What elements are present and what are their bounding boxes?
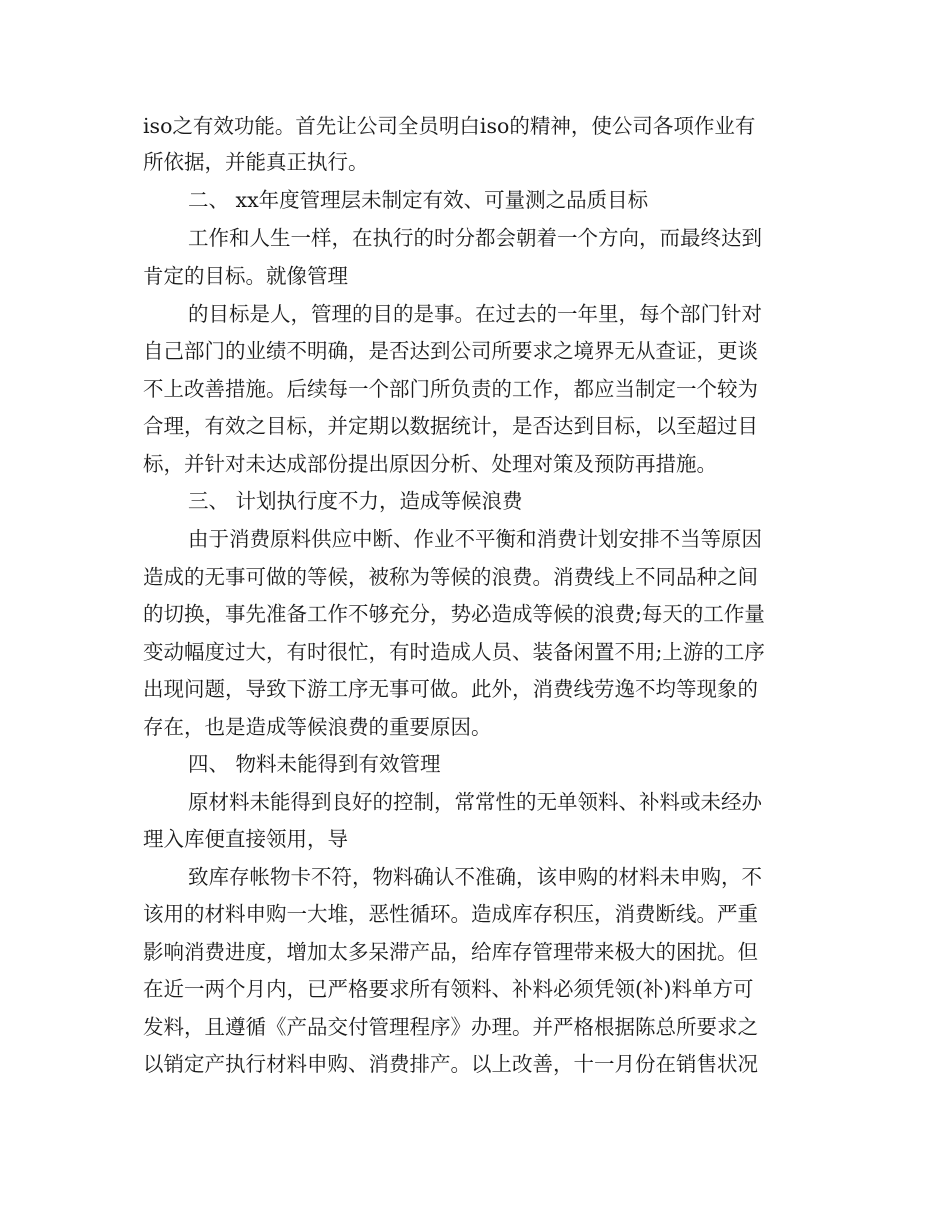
body-line: 自己部门的业绩不明确，是否达到公司所要求之境界无从查证，更谈 (143, 339, 758, 363)
body-line: iso之有效功能。首先让公司全员明白iso的精神，使公司各项作业有 (143, 114, 756, 138)
body-line: 合理，有效之目标，并定期以数据统计，是否达到目标，以至超过目 (143, 414, 758, 438)
section-heading-4: 四、 物料未能得到有效管理 (188, 752, 441, 776)
body-line: 存在，也是造成等候浪费的重要原因。 (143, 715, 492, 739)
paragraph-first-line: 的目标是人，管理的目的是事。在过去的一年里，每个部门针对 (188, 302, 762, 326)
body-line: 出现问题，导致下游工序无事可做。此外，消费线劳逸不均等现象的 (143, 677, 758, 701)
section-heading-2: 二、 xx年度管理层未制定有效、可量测之品质目标 (188, 188, 649, 212)
paragraph-first-line: 致库存帐物卡不符，物料确认不准确，该申购的材料未申购，不 (188, 865, 762, 889)
paragraph-first-line: 由于消费原料供应中断、作业不平衡和消费计划安排不当等原因 (188, 527, 762, 551)
body-line: 标，并针对未达成部份提出原因分析、处理对策及预防再措施。 (143, 452, 717, 476)
body-line: 的切换，事先准备工作不够充分，势必造成等候的浪费;每天的工作量 (143, 602, 765, 626)
paragraph-first-line: 原材料未能得到良好的控制，常常性的无单领料、补料或未经办 (188, 790, 762, 814)
body-line: 影响消费进度，增加太多呆滞产品，给库存管理带来极大的困扰。但 (143, 940, 758, 964)
body-line: 以销定产执行材料申购、消费排产。以上改善，十一月份在销售状况 (143, 1052, 758, 1076)
body-line: 所依据，并能真正执行。 (143, 150, 369, 174)
paragraph-first-line: 工作和人生一样，在执行的时分都会朝着一个方向，而最终达到 (188, 226, 762, 250)
body-line: 肯定的目标。就像管理 (143, 264, 348, 288)
body-line: 理入库便直接领用，导 (143, 827, 348, 851)
body-line: 变动幅度过大，有时很忙，有时造成人员、装备闲置不用;上游的工序 (143, 640, 765, 664)
body-line: 造成的无事可做的等候，被称为等候的浪费。消费线上不同品种之间 (143, 565, 758, 589)
body-line: 在近一两个月内，已严格要求所有领料、补料必须凭领(补)料单方可 (143, 977, 754, 1001)
section-heading-3: 三、 计划执行度不力，造成等候浪费 (188, 489, 523, 513)
body-line: 该用的材料申购一大堆，恶性循环。造成库存积压，消费断线。严重 (143, 902, 758, 926)
body-line: 发料，且遵循《产品交付管理程序》办理。并严格根据陈总所要求之 (143, 1015, 758, 1039)
body-line: 不上改善措施。后续每一个部门所负责的工作，都应当制定一个较为 (143, 377, 758, 401)
